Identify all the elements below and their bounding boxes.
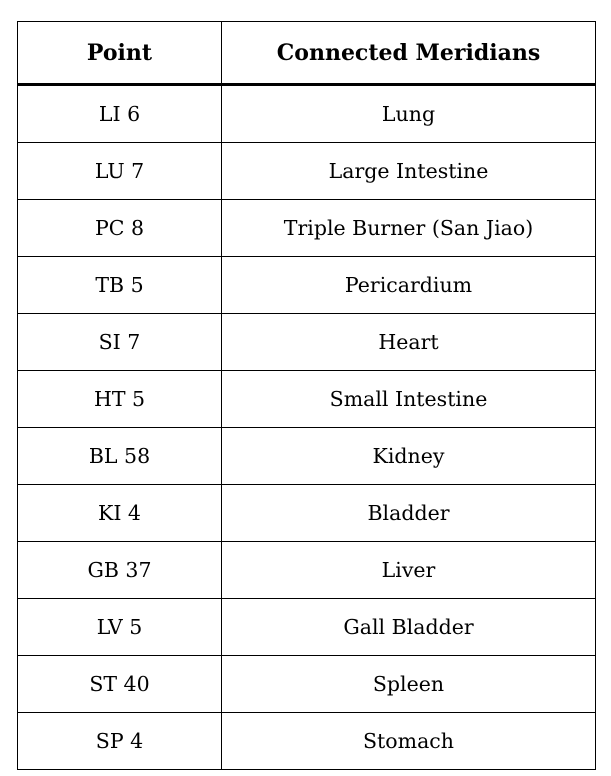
meridian-cell: Liver: [222, 542, 596, 599]
meridian-cell: Triple Burner (San Jiao): [222, 200, 596, 257]
meridian-cell: Kidney: [222, 428, 596, 485]
point-cell: LV 5: [18, 599, 222, 656]
meridian-cell: Stomach: [222, 713, 596, 770]
point-cell: PC 8: [18, 200, 222, 257]
meridian-cell: Heart: [222, 314, 596, 371]
point-cell: SI 7: [18, 314, 222, 371]
table-row: [18, 485, 596, 542]
table-row: [18, 542, 596, 599]
column-header-point: Point: [18, 22, 222, 85]
meridian-cell: Spleen: [222, 656, 596, 713]
point-cell: ST 40: [18, 656, 222, 713]
point-cell: SP 4: [18, 713, 222, 770]
table-row: [18, 85, 596, 143]
meridian-cell: Lung: [222, 85, 596, 143]
meridian-cell: Gall Bladder: [222, 599, 596, 656]
meridian-cell: Small Intestine: [222, 371, 596, 428]
table-row: [18, 314, 596, 371]
point-cell: LI 6: [18, 85, 222, 143]
table-row: [18, 656, 596, 713]
point-cell: KI 4: [18, 485, 222, 542]
point-cell: GB 37: [18, 542, 222, 599]
meridian-cell: Bladder: [222, 485, 596, 542]
point-cell: LU 7: [18, 143, 222, 200]
point-cell: BL 58: [18, 428, 222, 485]
point-cell: TB 5: [18, 257, 222, 314]
table-row: [18, 428, 596, 485]
column-header-connected-meridians: Connected Meridians: [222, 22, 596, 85]
table-row: [18, 143, 596, 200]
table-row: [18, 371, 596, 428]
meridian-cell: Large Intestine: [222, 143, 596, 200]
table-header-row: [18, 22, 596, 85]
meridian-connections-table: [17, 21, 596, 770]
meridian-cell: Pericardium: [222, 257, 596, 314]
table-row: [18, 599, 596, 656]
table-row: [18, 200, 596, 257]
table-row: [18, 257, 596, 314]
point-cell: HT 5: [18, 371, 222, 428]
table-row: [18, 713, 596, 770]
